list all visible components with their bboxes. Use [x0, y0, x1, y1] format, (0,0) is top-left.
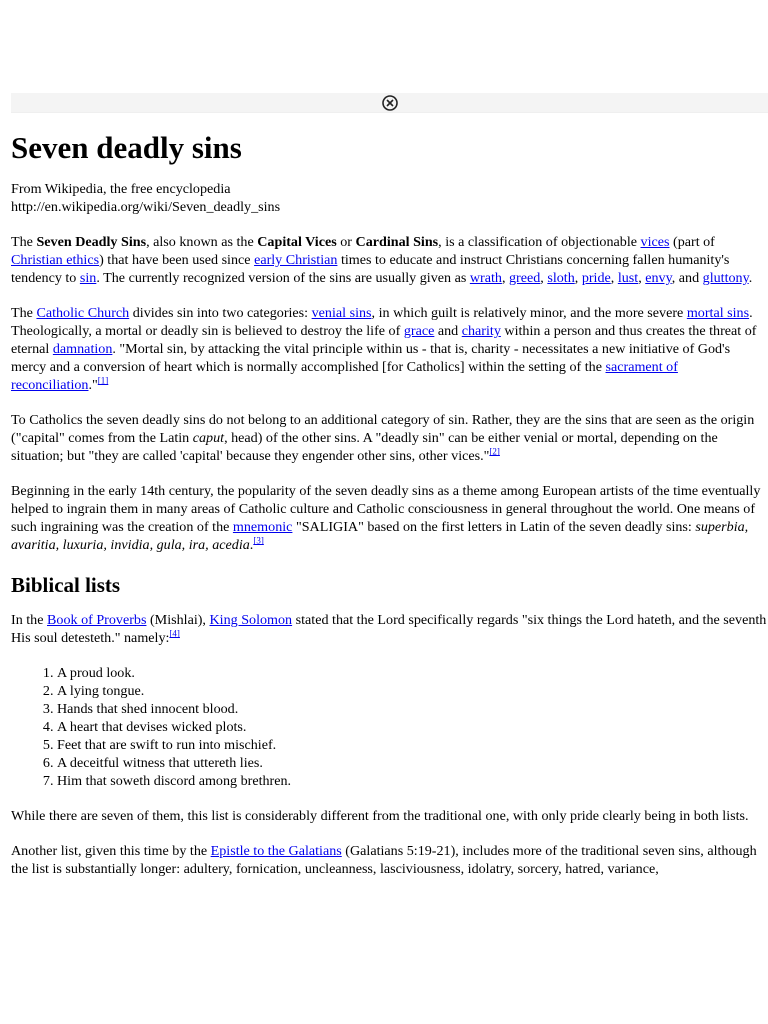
link-envy[interactable]: envy — [645, 270, 672, 286]
text: , — [540, 270, 548, 286]
link-sloth[interactable]: sloth — [547, 270, 575, 286]
reference-1[interactable]: [1] — [97, 375, 109, 386]
list-item: 3. Hands that shed innocent blood. — [57, 700, 768, 718]
list-item: 6. A deceitful witness that uttereth lies. — [57, 754, 768, 772]
link-early-christian[interactable]: early Christian — [254, 252, 338, 268]
link-greed[interactable]: greed — [508, 270, 541, 286]
text: . "Mortal sin, by attacking the vital principle within us - that is, charity - necessitates a new initiative of God's mercy and a conversion of heart which is normally accomplished [for Catholics] within the setting of the — [11, 341, 731, 375]
text: Another list, given this time by the — [11, 843, 211, 859]
text: Beginning in the early 14th century, the popularity of the seven deadly sins as a theme among European artists of the time eventually helped to ingrain them in many areas of Catholic culture and Catholic consciousness in general throughout the world. One means of such ingraining was the creation of the — [11, 483, 761, 535]
source-url: http://en.wikipedia.org/wiki/Seven_deadly_sins — [11, 199, 281, 215]
page-title: Seven deadly sins — [11, 130, 242, 165]
link-damnation[interactable]: damnation — [52, 341, 113, 357]
text: divides sin into two categories: — [129, 305, 312, 321]
link-vices[interactable]: vices — [640, 234, 670, 250]
link-pride[interactable]: pride — [581, 270, 611, 286]
saligia-paragraph — [11, 482, 768, 554]
link-lust[interactable]: lust — [617, 270, 639, 286]
link-gluttony[interactable]: gluttony — [702, 270, 749, 286]
link-christian-ethics[interactable]: Christian ethics — [11, 252, 100, 268]
link-venial-sins[interactable]: venial sins — [311, 305, 372, 321]
text: and — [434, 323, 462, 339]
list-item: 2. A lying tongue. — [57, 682, 768, 700]
text: ) that have been used since — [99, 252, 255, 268]
source-line: From Wikipedia, the free encyclopedia — [11, 181, 231, 197]
text: . — [748, 270, 753, 286]
text: In the — [11, 612, 48, 628]
link-epistle-to-the-galatians[interactable]: Epistle to the Galatians — [210, 843, 342, 859]
text: . The currently recognized version of the sins are usually given as — [96, 270, 470, 286]
text: within a person and thus creates the threat of eternal — [11, 323, 757, 357]
source-info — [11, 180, 768, 216]
reference-2[interactable]: [2] — [489, 446, 500, 457]
link-grace[interactable]: grace — [403, 323, 435, 339]
text: . Theologically, a mortal or deadly sin is believed to destroy the life of — [11, 305, 753, 339]
italic-latin-list: superbia, avaritia, luxuria, invidia, gula, ira, acedia — [11, 519, 749, 553]
close-icon[interactable] — [381, 94, 399, 112]
intro-paragraph — [11, 233, 768, 287]
text: , head) of the other sins. A "deadly sin" can be either venial or mortal, depending on the situation; but "they are called 'capital' because they engender other sins, other vices." — [11, 430, 718, 464]
link-sin[interactable]: sin — [79, 270, 97, 286]
text: To Catholics the seven deadly sins do not belong to an additional category of sin. Rather, they are the sins that are seen as the origin ("capital" comes from the Latin — [11, 412, 755, 446]
proverbs-list — [11, 664, 768, 790]
comparison-paragraph: While there are seven of them, this list is considerably different from the traditional one, with only pride clearly being in both lists. — [11, 808, 749, 824]
text: The — [11, 305, 37, 321]
bold-term: Cardinal Sins — [355, 234, 439, 250]
galatians-paragraph — [11, 842, 768, 878]
proverbs-paragraph — [11, 611, 768, 647]
text: times to educate and instruct Christians concerning fallen humanity's tendency to — [11, 252, 730, 286]
link-charity[interactable]: charity — [461, 323, 501, 339]
section-heading-biblical-lists: Biblical lists — [11, 573, 121, 597]
text: The — [11, 234, 37, 250]
text: , — [610, 270, 618, 286]
catholic-paragraph — [11, 304, 768, 394]
bold-term: Seven Deadly Sins — [36, 234, 147, 250]
text: (part of — [669, 234, 715, 250]
text: stated that the Lord specifically regards "six things the Lord hateth, and the seventh His soul detesteth." namely: — [11, 612, 767, 646]
list-item: 5. Feet that are swift to run into mischief. — [57, 736, 768, 754]
text: , — [501, 270, 509, 286]
bold-term: Capital Vices — [257, 234, 337, 250]
article-content — [11, 128, 768, 895]
reference-3[interactable]: [3] — [253, 535, 264, 546]
italic-term: caput — [192, 430, 225, 446]
link-catholic-church[interactable]: Catholic Church — [36, 305, 130, 321]
text: . — [249, 537, 254, 553]
text: (Mishlai), — [146, 612, 210, 628]
link-wrath[interactable]: wrath — [469, 270, 502, 286]
text: , — [638, 270, 646, 286]
text: , and — [671, 270, 703, 286]
link-mnemonic[interactable]: mnemonic — [232, 519, 293, 535]
text: (Galatians 5:19-21), includes more of the traditional seven sins, although the list is substantially longer: adultery, fornication, uncleanness, lasciviousness, idolatry, sorcery, hatred, variance, — [11, 843, 757, 877]
list-item: 7. Him that soweth discord among brethren. — [57, 772, 768, 790]
list-item: 4. A heart that devises wicked plots. — [57, 718, 768, 736]
text: , in which guilt is relatively minor, and the more severe — [371, 305, 687, 321]
link-sacrament-of-reconciliation[interactable]: sacrament of reconciliation — [11, 359, 678, 393]
link-mortal-sins[interactable]: mortal sins — [686, 305, 750, 321]
link-book-of-proverbs[interactable]: Book of Proverbs — [47, 612, 147, 628]
text: , — [574, 270, 582, 286]
text: ." — [88, 377, 98, 393]
link-king-solomon[interactable]: King Solomon — [209, 612, 293, 628]
list-item: 1. A proud look. — [57, 664, 768, 682]
text: , also known as the — [146, 234, 258, 250]
text: or — [336, 234, 356, 250]
text: , is a classification of objectionable — [438, 234, 641, 250]
reference-4[interactable]: [4] — [169, 628, 180, 639]
capital-paragraph — [11, 411, 768, 465]
text: "SALIGIA" based on the first letters in Latin of the seven deadly sins: — [292, 519, 696, 535]
top-toolbar — [11, 93, 768, 113]
